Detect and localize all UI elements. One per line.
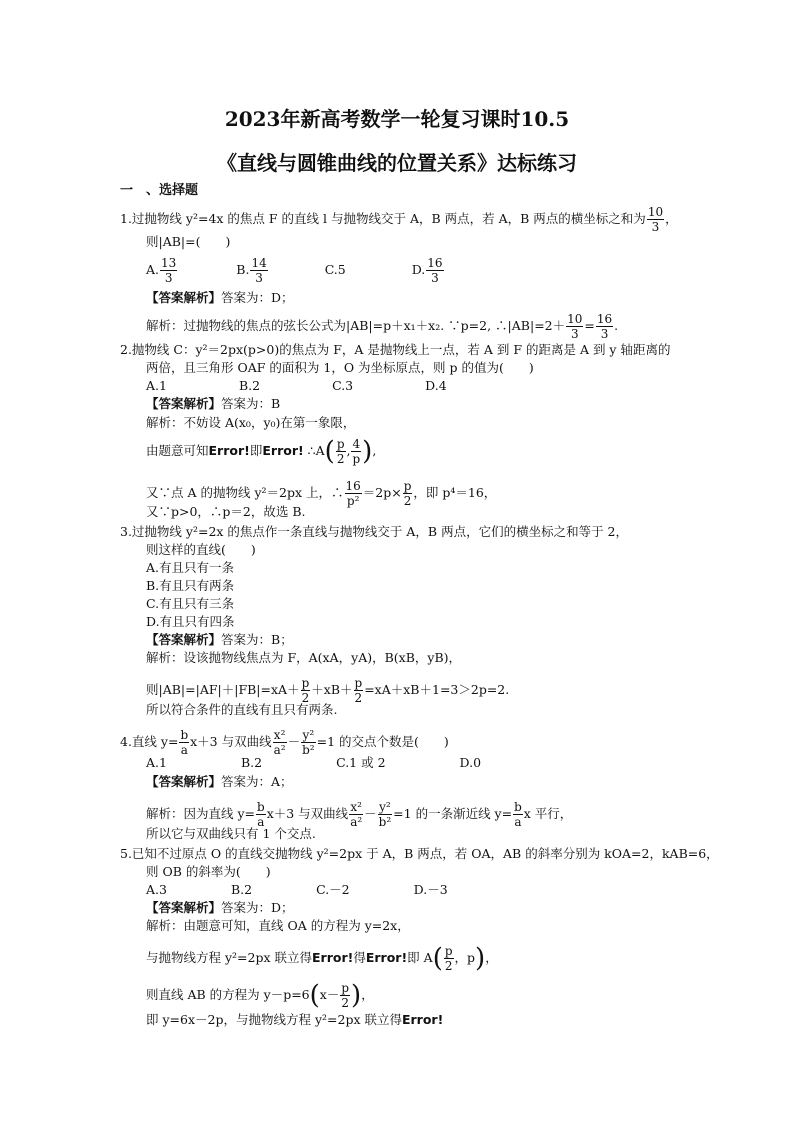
q4-solution-2: 所以它与双曲线只有 1 个交点.: [146, 826, 316, 841]
document-subtitle: 《直线与圆锥曲线的位置关系》达标练习: [217, 151, 577, 175]
q3-stem: 3.过抛物线 y²=2x 的焦点作一条直线与抛物线交于 A，B 两点，它们的横坐标之和等于 2，: [120, 524, 629, 539]
q1-solution: 解析：过抛物线的焦点的弦长公式为|AB|=p＋x₁＋x₂. ∵p=2, ∴|AB|=2＋ $\frac{10}{3}$ = $\frac{16}{3}$ .: [146, 312, 619, 341]
fraction: $\frac{10}{3}$: [647, 205, 664, 234]
q2-solution-2: 由题意可知Error!即Error! ∴A( $\frac{p}{2}$ , $\frac{4}{p}$ ),: [146, 436, 377, 467]
q3-option-c: C.有且只有三条: [146, 596, 235, 611]
q3-solution-2: 则|AB|=|AF|＋|FB|=xA＋ $\frac{p}{2}$ ＋xB＋ $\frac{p}{2}$ =xA＋xB＋1=3＞2p=2.: [146, 676, 510, 705]
q4-answer: 【答案解析】答案为：A；: [146, 774, 293, 789]
q5-options: A.3 B.2 C.－2 D.－3: [146, 882, 448, 897]
q5-stem: 5.已知不过原点 O 的直线交抛物线 y²=2px 于 A，B 两点，若 OA，AB 的斜率分别为 kOA=2，kAB=6，: [120, 846, 719, 861]
q2-solution-4: 又∵p>0，∴p＝2，故选 B.: [146, 504, 306, 519]
q3-option-b: B.有且只有两条: [146, 578, 235, 593]
q4-solution-1: 解析：因为直线 y= $\frac{b}{a}$ x＋3 与双曲线 $\frac{\text{x²}}{\text{a²}}$ － $\frac{\text{y²}}{\text{b²}}$ =1 的一条渐近线 y= $\frac{b}{a}$ x 平行，: [146, 800, 573, 829]
q1-answer: 【答案解析】答案为：D；: [146, 290, 294, 305]
q2-stem-cont: 两倍，且三角形 OAF 的面积为 1，O 为坐标原点，则 p 的值为( ): [146, 360, 534, 375]
q3-option-a: A.有且只有一条: [146, 560, 235, 575]
q2-answer: 【答案解析】答案为：B: [146, 396, 281, 411]
q3-solution-3: 所以符合条件的直线有且只有两条.: [146, 702, 338, 717]
q2-solution-1: 解析：不妨设 A(x₀，y₀)在第一象限，: [146, 415, 356, 430]
q3-stem-cont: 则这样的直线( ): [146, 542, 256, 557]
q4-options: A.1 B.2 C.1 或 2 D.0: [146, 755, 482, 770]
q1-stem: 1.过抛物线 y²=4x 的焦点 F 的直线 l 与抛物线交于 A，B 两点，若 A，B 两点的横坐标之和为 $\frac{10}{3}$ ，: [120, 205, 678, 234]
q3-solution-1: 解析：设该抛物线焦点为 F，A(xA，yA)，B(xB，yB)，: [146, 650, 462, 665]
q1-options: A. $\frac{13}{3}$ B. $\frac{14}{3}$ C.5 D. $\frac{16}{3}$: [146, 256, 443, 285]
section-heading: 一 、选择题: [120, 183, 199, 198]
q5-solution-2: 与抛物线方程 y²=2px 联立得Error!得Error!即 A( $\frac{p}{2}$ ，p)，: [146, 943, 498, 974]
q5-solution-4: 即 y=6x－2p，与抛物线方程 y²=2px 联立得Error!: [146, 1012, 444, 1027]
q2-solution-3: 又∵点 A 的抛物线 y²＝2px 上，∴ $\frac{16}{\text{p²}}$ ＝2p× $\frac{p}{2}$ ，即 p⁴＝16，: [146, 479, 497, 508]
document-title: 2023年新高考数学一轮复习课时10.5: [224, 107, 570, 131]
q3-answer: 【答案解析】答案为：B；: [146, 632, 293, 647]
q2-options: A.1 B.2 C.3 D.4: [146, 378, 447, 393]
q5-stem-cont: 则 OB 的斜率为( ): [146, 864, 271, 879]
q5-solution-1: 解析：由题意可知，直线 OA 的方程为 y=2x，: [146, 918, 410, 933]
q4-stem: 4.直线 y= $\frac{b}{a}$ x＋3 与双曲线 $\frac{\text{x²}}{\text{a²}}$ － $\frac{\text{y²}}{\text{b²}}$ =1 的交点个数是( ): [120, 728, 449, 757]
q3-option-d: D.有且只有四条: [146, 614, 235, 629]
q2-stem: 2.抛物线 C：y²＝2px(p>0)的焦点为 F，A 是抛物线上一点，若 A 到 F 的距离是 A 到 y 轴距离的: [120, 342, 671, 357]
q5-answer: 【答案解析】答案为：D；: [146, 900, 294, 915]
q1-stem-cont: 则|AB|=( ): [146, 234, 231, 249]
q5-solution-3: 则直线 AB 的方程为 y－p=6(x－ $\frac{p}{2}$ )，: [146, 980, 374, 1011]
